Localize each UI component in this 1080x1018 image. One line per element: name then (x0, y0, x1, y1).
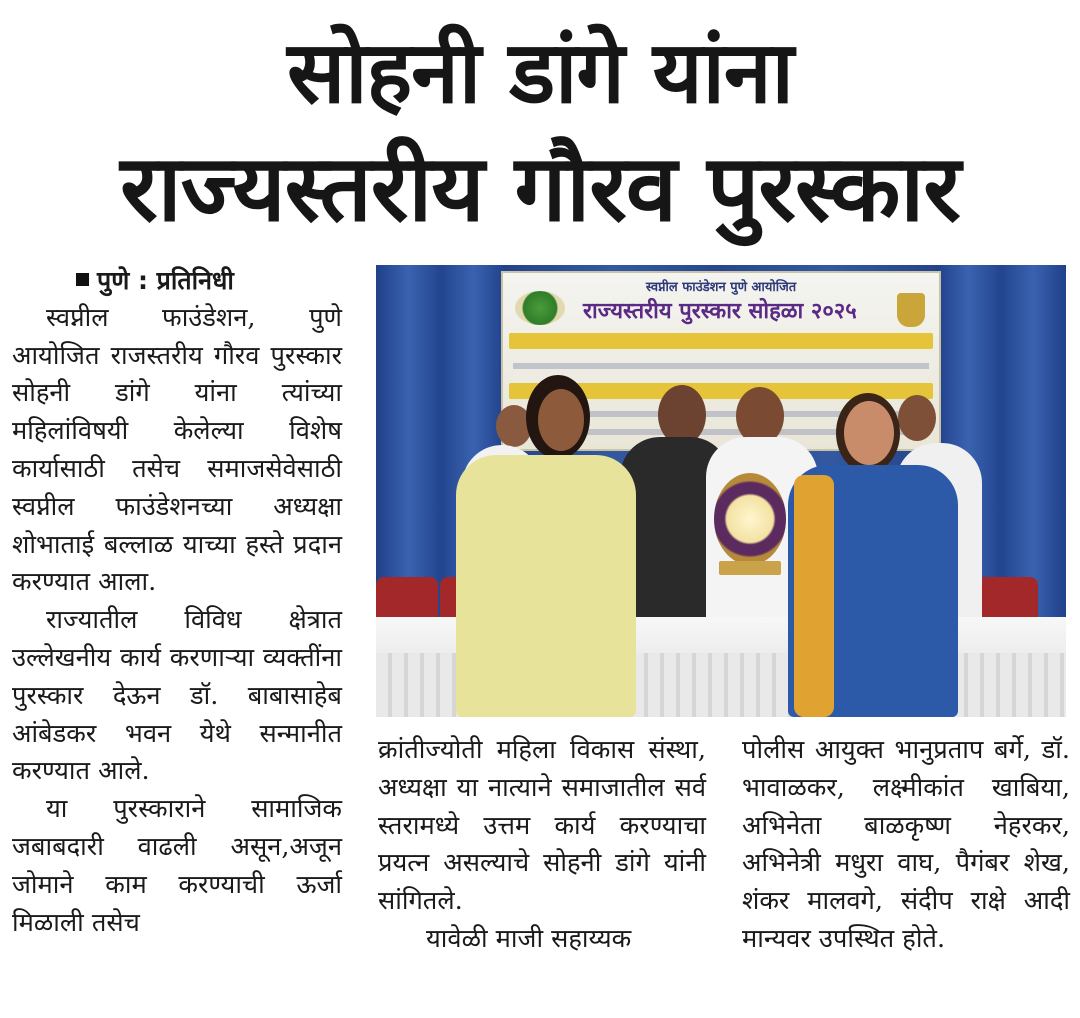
banner-top-text: स्वप्नील फाउंडेशन पुणे आयोजित (645, 280, 797, 295)
article-paragraph: स्वप्नील फाउंडेशन, पुणे आयोजित राजस्तरीय गौरव पुरस्कार सोहनी डांगे यांना त्यांच्या महिलांविषयी केलेल्या विशेष कार्यासाठी तसेच समाजसेवेसाठी स्वप्नील फाउंडेशनच्या अध्यक्षा शोभाताई बल्लाळ याच्या हस्ते प्रदान करण्यात आला. (12, 302, 342, 598)
article-paragraph: क्रांतीज्योती महिला विकास संस्था, अध्यक्षा या नात्याने समाजातील सर्व स्तरामध्ये उत्तम कार्य करण्याचा प्रयत्न असल्याचे सोहनी डांगे यांनी सांगितले. (378, 735, 706, 917)
headline-line-2: राज्यस्तरीय गौरव पुरस्कार (120, 135, 960, 242)
foundation-logo-icon (515, 291, 565, 325)
article-paragraph: यावेळी माजी सहाय्यक (426, 923, 632, 954)
article-paragraph: पोलीस आयुक्त भानुप्रताप बर्गे, डॉ. भावाळकर, लक्ष्मीकांत खाबिया, अभिनेता बाळकृष्ण नेहरकर, अभिनेत्री मधुरा वाघ, पैगंबर शेख, शंकर मालवगे, संदीप राक्षे आदी मान्यवर उपस्थित होते. (742, 735, 1070, 954)
article-paragraph: राज्यातील विविध क्षेत्रात उल्लेखनीय कार्य करणाऱ्या व्यक्तींना पुरस्कार देऊन डॉ. बाबासाहेब आंबेडकर भवन येथे सन्मानीत करण्यात आले. (12, 605, 342, 787)
banner-title: राज्यस्तरीय पुरस्कार सोहळा २०२५ (583, 299, 857, 324)
article-column-1 (12, 262, 342, 942)
article-column-3 (742, 732, 1070, 959)
headline-line-1: सोहनी डांगे यांना (287, 23, 793, 123)
article-column-2 (378, 732, 706, 959)
trophy-cup-icon (897, 293, 925, 327)
article-paragraph: या पुरस्काराने सामाजिक जबाबदारी वाढली असून,अजून जोमाने काम करण्याची ऊर्जा मिळाली तसेच (12, 794, 342, 938)
award-photo (376, 265, 1066, 717)
chair (376, 577, 438, 621)
bullet-icon (76, 273, 89, 286)
banner-row (513, 363, 929, 369)
banner-strip (509, 333, 933, 349)
dateline-text: पुणे : प्रतिनिधी (97, 266, 234, 295)
chair (976, 577, 1038, 621)
award-trophy (714, 473, 786, 565)
dateline (12, 262, 342, 300)
trophy-base (719, 561, 781, 575)
